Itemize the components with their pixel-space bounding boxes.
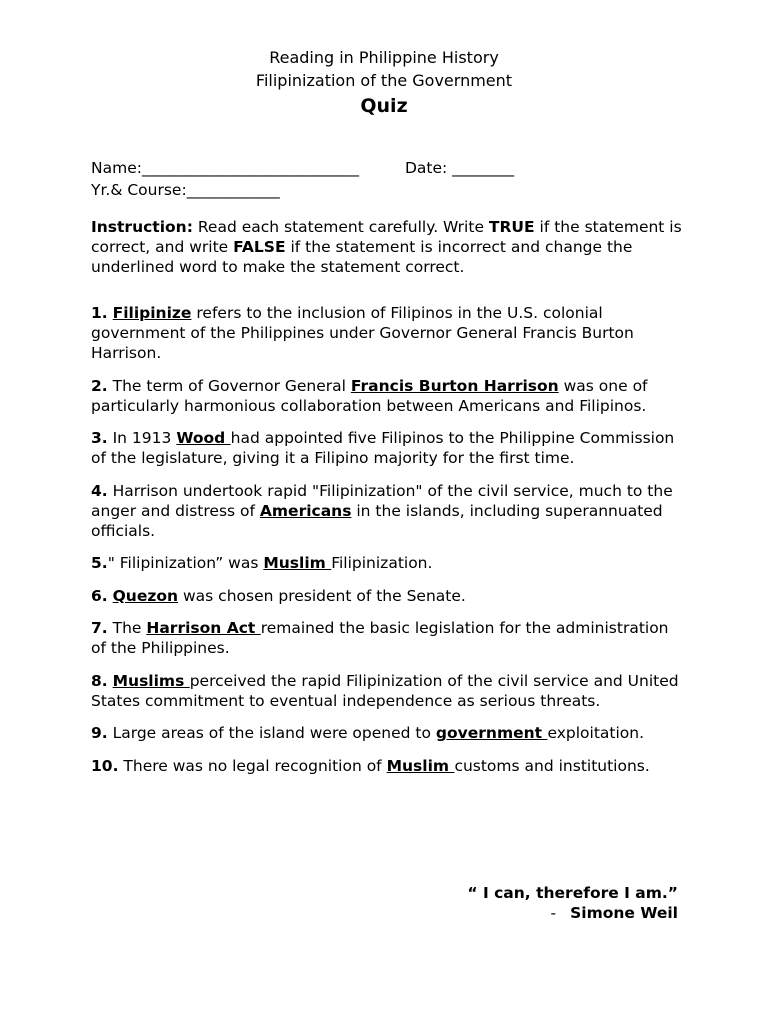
- question-item-3: [91, 428, 686, 468]
- question-item-7: [91, 618, 686, 658]
- quiz-title: Quiz: [360, 95, 408, 117]
- document-header: [0, 46, 768, 120]
- question-text-after: exploitation.: [547, 724, 645, 742]
- underlined-term: Americans: [259, 501, 352, 520]
- question-text-before: The: [107, 619, 147, 637]
- question-text-after: remained the basic legislation for the administration of the Philippines.: [91, 619, 669, 657]
- topic-title: Filipinization of the Government: [255, 71, 513, 90]
- underlined-term: government: [435, 724, 548, 742]
- question-item-2: [91, 376, 686, 416]
- underlined-term: Muslims: [112, 671, 190, 690]
- false-keyword: FALSE: [233, 238, 286, 256]
- true-keyword: TRUE: [488, 218, 535, 236]
- quote-author: Simone Weil: [570, 904, 678, 922]
- question-number: 8.: [91, 671, 108, 690]
- question-text-after: was one of particularly harmonious collaboration between Americans and Filipinos.: [91, 376, 648, 415]
- question-text-after: refers to the inclusion of Filipinos in the U.S. colonial government of the Philippines under Governor General Francis Burton Harrison.: [91, 304, 634, 362]
- underlined-term: Harrison Act: [146, 619, 261, 637]
- question-text-before: There was no legal recognition of: [118, 756, 387, 775]
- question-text-before: Large areas of the island were opened to: [107, 724, 436, 742]
- question-item-9: [91, 723, 686, 743]
- underlined-term: Wood: [176, 429, 231, 447]
- question-text-after: perceived the rapid Filipinization of the civil service and United States commitment to eventual independence as serious threats.: [91, 671, 679, 710]
- course-title: Reading in Philippine History: [269, 48, 499, 67]
- question-item-4: [91, 481, 686, 541]
- attribution-dash: -: [550, 904, 557, 922]
- question-number: 7.: [91, 619, 108, 637]
- question-number: 1.: [91, 304, 108, 322]
- question-number: 10.: [91, 756, 119, 775]
- underlined-term: Quezon: [112, 586, 179, 605]
- underlined-term: Francis Burton Harrison: [350, 376, 559, 395]
- course-field: Yr.& Course:____________: [91, 181, 280, 199]
- instruction-text-3: if the statement is incorrect and change the underlined word to make the statement correct.: [91, 238, 633, 276]
- question-item-1: [91, 303, 686, 363]
- student-info: [91, 157, 691, 201]
- instruction-text-1: Read each statement carefully. Write: [192, 218, 489, 236]
- question-text-before: Harrison undertook rapid "Filipinization" of the civil service, much to the anger and distress of: [91, 481, 673, 520]
- underlined-term: Muslim: [263, 554, 332, 572]
- name-field: Name:____________________________: [91, 159, 359, 177]
- question-number: 2.: [91, 376, 108, 395]
- underlined-term: Muslim: [386, 756, 455, 775]
- question-text-before: The term of Governor General: [107, 376, 351, 395]
- question-item-6: [91, 586, 686, 606]
- question-number: 5.: [91, 554, 108, 572]
- question-text-after: customs and institutions.: [454, 756, 650, 775]
- instruction-text-2: if the statement is correct, and write: [91, 218, 682, 256]
- question-list: [91, 303, 686, 788]
- question-text-after: Filipinization.: [331, 554, 433, 572]
- question-number: 3.: [91, 429, 108, 447]
- question-item-10: [91, 756, 686, 776]
- underlined-term: Filipinize: [112, 304, 192, 322]
- question-text-before: In 1913: [107, 429, 177, 447]
- question-number: 9.: [91, 724, 108, 742]
- closing-quote: [467, 883, 678, 923]
- question-number: 6.: [91, 586, 108, 605]
- question-item-8: [91, 671, 686, 711]
- quote-attribution: [467, 903, 678, 923]
- instruction-label: Instruction:: [91, 218, 193, 236]
- question-text-before: " Filipinization” was: [107, 554, 264, 572]
- name-date-row: [91, 157, 691, 179]
- question-item-5: [91, 553, 686, 573]
- course-row: [91, 179, 691, 201]
- quote-text: “ I can, therefore I am.”: [467, 884, 678, 902]
- instruction-paragraph: [91, 217, 686, 277]
- question-number: 4.: [91, 481, 108, 500]
- date-field: Date: ________: [404, 159, 515, 177]
- question-text-after: in the islands, including superannuated officials.: [91, 501, 663, 540]
- question-text-after: was chosen president of the Senate.: [178, 586, 466, 605]
- question-text-after: had appointed five Filipinos to the Philippine Commission of the legislature, giving it a Filipino majority for the first time.: [91, 429, 675, 467]
